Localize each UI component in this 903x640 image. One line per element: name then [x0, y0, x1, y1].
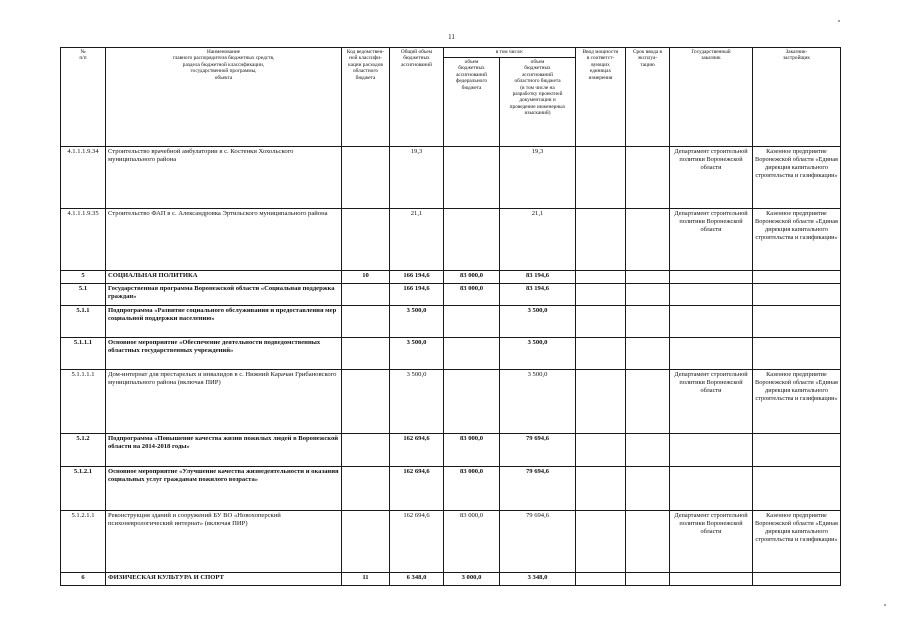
row-total: 3 500,0 — [390, 370, 444, 434]
row-term — [626, 511, 670, 573]
row-code — [342, 284, 390, 306]
row-customer — [670, 271, 753, 284]
budget-table — [60, 47, 841, 586]
row-customer — [670, 573, 753, 586]
header-including: в том числе: — [444, 48, 576, 58]
row-developer: Казенное предприятие Воронежской области «Единая дирекция капитального строительства и газификации» — [753, 147, 841, 209]
row-federal: 83 000,0 — [444, 467, 500, 511]
row-capacity — [576, 467, 626, 511]
row-capacity — [576, 370, 626, 434]
row-term — [626, 306, 670, 338]
row-federal: 83 000,0 — [444, 284, 500, 306]
row-term — [626, 147, 670, 209]
table-row — [61, 573, 841, 586]
row-federal — [444, 370, 500, 434]
row-code: 11 — [342, 573, 390, 586]
row-name: Подпрограмма «Повышение качества жизни пожилых людей в Воронежской области на 2014-2018 годы» — [106, 434, 342, 467]
row-developer — [753, 467, 841, 511]
row-term — [626, 467, 670, 511]
header-term: Срок ввода в эксплуа- тацию — [626, 48, 670, 147]
row-name: Строительство ФАП в с. Александровка Эртильского муниципального района — [106, 209, 342, 271]
row-customer: Департамент строительной политики Воронежской области — [670, 511, 753, 573]
row-developer — [753, 434, 841, 467]
row-term — [626, 209, 670, 271]
row-term — [626, 271, 670, 284]
table-body — [61, 147, 841, 586]
row-customer: Департамент строительной политики Воронежской области — [670, 147, 753, 209]
table-row — [61, 434, 841, 467]
row-developer — [753, 284, 841, 306]
row-regional: 83 194,6 — [500, 284, 576, 306]
row-name: Дом-интернат для престарелых и инвалидов в с. Нижний Карачан Грибановского муниципального района (включая ПИР) — [106, 370, 342, 434]
row-term — [626, 434, 670, 467]
row-capacity — [576, 338, 626, 370]
row-federal — [444, 306, 500, 338]
row-number: 5.1.1.1 — [61, 338, 106, 370]
row-code — [342, 511, 390, 573]
header-num: № п/п — [61, 48, 106, 147]
row-name: Основное мероприятие «Улучшение качества жизнедеятельности и оказания социальных услуг гражданам пожилого возраста» — [106, 467, 342, 511]
row-developer: Казенное предприятие Воронежской области «Единая дирекция капитального строительства и газификации» — [753, 511, 841, 573]
scan-speck — [884, 604, 886, 606]
scan-speck — [838, 20, 840, 22]
row-capacity — [576, 511, 626, 573]
row-name: Государственная программа Воронежской области «Социальная поддержка граждан» — [106, 284, 342, 306]
row-number: 5 — [61, 271, 106, 284]
row-name: Реконструкция зданий и сооружений БУ ВО «Новохоперский психоневрологический интернат» (включая ПИР) — [106, 511, 342, 573]
row-total: 166 194,6 — [390, 284, 444, 306]
row-capacity — [576, 209, 626, 271]
table-row — [61, 271, 841, 284]
row-number: 5.1 — [61, 284, 106, 306]
table-row — [61, 306, 841, 338]
row-developer — [753, 271, 841, 284]
row-code — [342, 370, 390, 434]
row-capacity — [576, 573, 626, 586]
row-federal — [444, 338, 500, 370]
row-number: 4.1.1.1.9.35 — [61, 209, 106, 271]
row-regional: 3 500,0 — [500, 306, 576, 338]
row-number: 5.1.2.1.1 — [61, 511, 106, 573]
row-name: Строительство врачебной амбулатории в с. Костенки Хохольского муниципального района — [106, 147, 342, 209]
page-number: 11 — [448, 33, 455, 41]
row-number: 6 — [61, 573, 106, 586]
table-row — [61, 370, 841, 434]
row-regional: 3 500,0 — [500, 370, 576, 434]
row-code: 10 — [342, 271, 390, 284]
row-federal — [444, 147, 500, 209]
header-customer: Государственный заказчик — [670, 48, 753, 147]
row-total: 19,3 — [390, 147, 444, 209]
row-code — [342, 338, 390, 370]
row-name: Основное мероприятие «Обеспечение деятельности подведомственных областных государственных учреждений» — [106, 338, 342, 370]
row-regional: 79 694,6 — [500, 434, 576, 467]
row-developer: Казенное предприятие Воронежской области «Единая дирекция капитального строительства и газификации» — [753, 370, 841, 434]
header-regional: объем бюджетных ассигнований областного бюджета (в том числе на разработку проектной документации и проведение инженерных изысканий) — [500, 58, 576, 147]
row-total: 6 348,0 — [390, 573, 444, 586]
row-regional: 19,3 — [500, 147, 576, 209]
table-row — [61, 284, 841, 306]
table-row — [61, 338, 841, 370]
row-customer — [670, 338, 753, 370]
header-capacity: Ввод мощности в соответст- вующих единицах измерения — [576, 48, 626, 147]
row-term — [626, 284, 670, 306]
header-row — [61, 48, 841, 58]
table-row — [61, 209, 841, 271]
header-developer: Заказчик- застройщик — [753, 48, 841, 147]
row-name: Подпрограмма «Развитие социального обслуживания и предоставления мер социальной поддержки населению» — [106, 306, 342, 338]
row-federal: 83 000,0 — [444, 271, 500, 284]
table-row — [61, 511, 841, 573]
header-name: Наименование главного распорядителя бюджетных средств, раздела бюджетной классификации, государственной программы, объекта — [106, 48, 342, 147]
header-code: Код ведомствен- ной классифи- кации расходов областного бюджета — [342, 48, 390, 147]
row-code — [342, 467, 390, 511]
row-code — [342, 306, 390, 338]
row-capacity — [576, 306, 626, 338]
row-number: 4.1.1.1.9.34 — [61, 147, 106, 209]
header-total: Общий объем бюджетных ассигнований — [390, 48, 444, 147]
row-number: 5.1.1 — [61, 306, 106, 338]
row-capacity — [576, 284, 626, 306]
row-term — [626, 338, 670, 370]
row-code — [342, 147, 390, 209]
row-federal — [444, 209, 500, 271]
row-regional: 79 694,6 — [500, 511, 576, 573]
row-total: 3 500,0 — [390, 338, 444, 370]
table-row — [61, 147, 841, 209]
row-name: СОЦИАЛЬНАЯ ПОЛИТИКА — [106, 271, 342, 284]
row-capacity — [576, 147, 626, 209]
row-regional: 3 348,0 — [500, 573, 576, 586]
row-customer — [670, 467, 753, 511]
row-customer — [670, 434, 753, 467]
row-federal: 3 000,0 — [444, 573, 500, 586]
row-capacity — [576, 271, 626, 284]
row-capacity — [576, 434, 626, 467]
row-total: 21,1 — [390, 209, 444, 271]
row-total: 3 500,0 — [390, 306, 444, 338]
row-number: 5.1.2.1 — [61, 467, 106, 511]
row-developer — [753, 306, 841, 338]
row-term — [626, 370, 670, 434]
row-developer — [753, 573, 841, 586]
row-customer — [670, 284, 753, 306]
row-code — [342, 209, 390, 271]
row-federal: 83 000,0 — [444, 511, 500, 573]
row-federal: 83 000,0 — [444, 434, 500, 467]
row-regional: 3 500,0 — [500, 338, 576, 370]
row-total: 162 694,6 — [390, 511, 444, 573]
row-customer: Департамент строительной политики Воронежской области — [670, 209, 753, 271]
row-developer: Казенное предприятие Воронежской области «Единая дирекция капитального строительства и газификации» — [753, 209, 841, 271]
row-regional: 79 694,6 — [500, 467, 576, 511]
row-customer: Департамент строительной политики Воронежской области — [670, 370, 753, 434]
row-number: 5.1.1.1.1 — [61, 370, 106, 434]
row-number: 5.1.2 — [61, 434, 106, 467]
row-regional: 21,1 — [500, 209, 576, 271]
row-developer — [753, 338, 841, 370]
row-customer — [670, 306, 753, 338]
row-total: 166 194,6 — [390, 271, 444, 284]
table-row — [61, 467, 841, 511]
row-name: ФИЗИЧЕСКАЯ КУЛЬТУРА И СПОРТ — [106, 573, 342, 586]
row-total: 162 694,6 — [390, 434, 444, 467]
row-code — [342, 434, 390, 467]
row-term — [626, 573, 670, 586]
header-federal: объем бюджетных ассигнований федерального бюджета — [444, 58, 500, 147]
row-regional: 83 194,6 — [500, 271, 576, 284]
row-total: 162 694,6 — [390, 467, 444, 511]
